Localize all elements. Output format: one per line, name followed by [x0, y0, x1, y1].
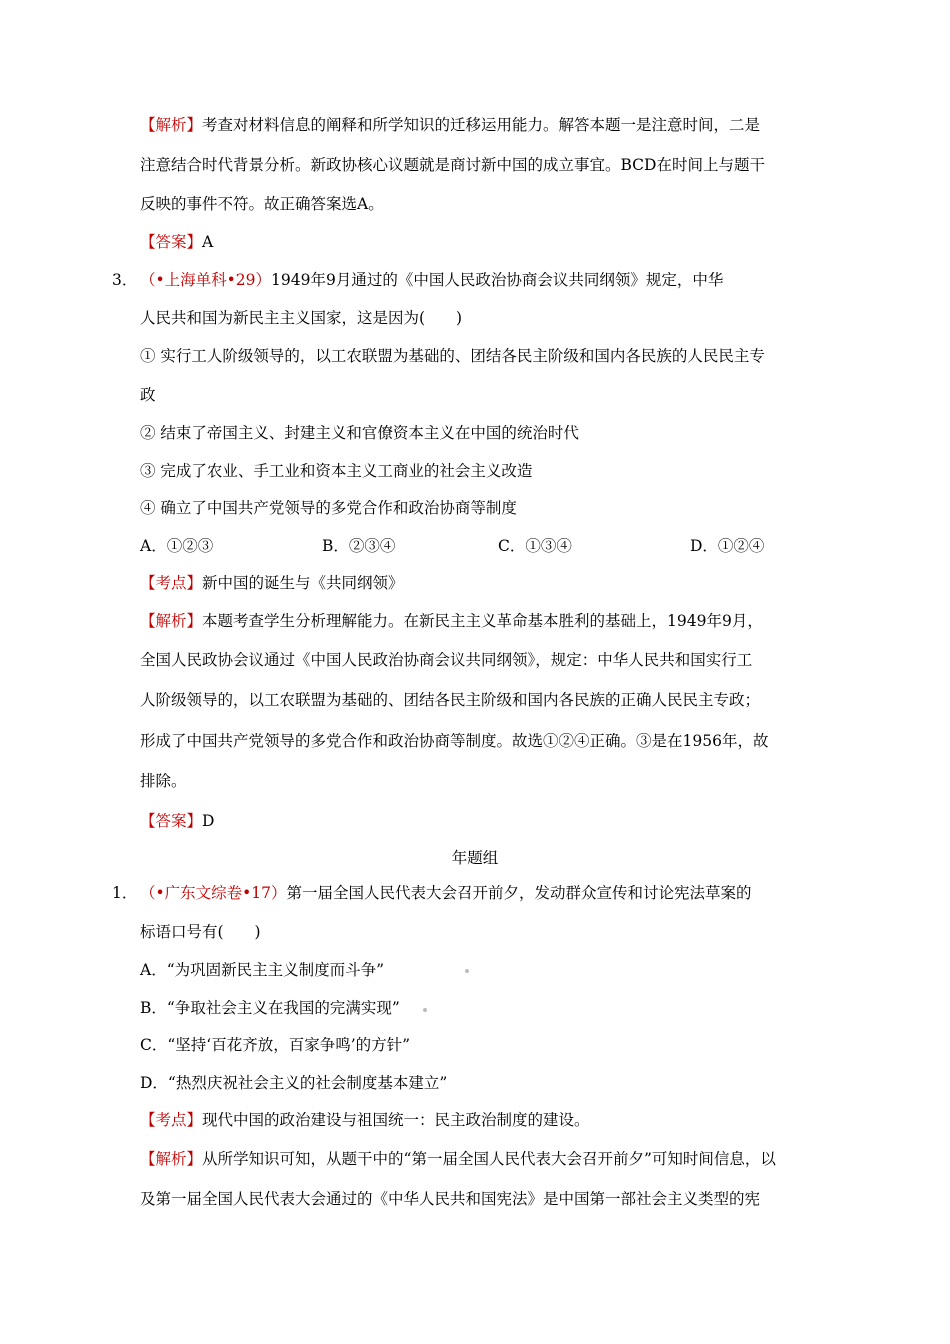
statement-1: ① 实行工人阶级领导的，以工农联盟为基础的、团结各民主阶级和国内各民族的人民民主专	[140, 347, 765, 365]
answer-line: 【答案】A	[140, 233, 214, 251]
statement-1-cont: 政	[140, 386, 156, 404]
analysis-line: 人阶级领导的，以工农联盟为基础的、团结各民主阶级和国内各民族的正确人民民主专政；	[140, 691, 761, 709]
answer-label: 【答案】	[140, 812, 203, 830]
question-stem: 人民共和国为新民主主义国家，这是因为( )	[140, 309, 463, 327]
option-b: B．“争取社会主义在我国的完满实现”	[140, 999, 400, 1017]
analysis-line: 排除。	[140, 772, 187, 790]
option-d: D．“热烈庆祝社会主义的社会制度基本建立”	[140, 1074, 448, 1092]
point-line: 【考点】现代中国的政治建设与祖国统一：民主政治制度的建设。	[140, 1111, 590, 1129]
question-stem: （•广东文综卷•17）第一届全国人民代表大会召开前夕，发动群众宣传和讨论宪法草案的	[140, 884, 752, 902]
analysis-line: 【解析】从所学知识可知，从题干中的“第一届全国人民代表大会召开前夕”可知时间信息，以	[140, 1150, 776, 1168]
statement-3: ③ 完成了农业、手工业和资本主义工商业的社会主义改造	[140, 462, 533, 480]
scan-speck	[423, 1008, 427, 1012]
analysis-line: 注意结合时代背景分析。新政协核心议题就是商讨新中国的成立事宜。BCD在时间上与题干	[140, 156, 765, 174]
analysis-line: 形成了中国共产党领导的多党合作和政治协商等制度。故选①②④正确。③是在1956年，故	[140, 732, 769, 750]
option-a: A．“为巩固新民主主义制度而斗争”	[140, 961, 385, 979]
option-c: C．“坚持‘百花齐放，百家争鸣’的方针”	[140, 1036, 411, 1054]
question-number: 3．	[112, 271, 138, 289]
question-number: 1．	[112, 884, 138, 902]
analysis-line: 及第一届全国人民代表大会通过的《中华人民共和国宪法》是中国第一部社会主义类型的宪	[140, 1190, 761, 1208]
option-b: B．②③④	[322, 537, 396, 555]
option-c: C．①③④	[498, 537, 572, 555]
question-stem: 标语口号有( )	[140, 923, 261, 941]
answer-label: 【答案】	[140, 233, 203, 251]
question-source: （•上海单科•29）	[140, 271, 272, 289]
analysis-line: 全国人民政协会议通过《中国人民政治协商会议共同纲领》，规定：中华人民共和国实行工	[140, 651, 753, 669]
scan-speck	[465, 969, 469, 973]
analysis-line: 【解析】考查对材料信息的阐释和所学知识的迁移运用能力。解答本题一是注意时间，二是	[140, 116, 761, 134]
question-stem: （•上海单科•29）1949年9月通过的《中国人民政治协商会议共同纲领》规定，中华	[140, 271, 724, 289]
point-line: 【考点】新中国的诞生与《共同纲领》	[140, 574, 404, 592]
answer-line: 【答案】D	[140, 812, 215, 830]
analysis-line: 反映的事件不符。故正确答案选A。	[140, 195, 384, 213]
analysis-line: 【解析】本题考查学生分析理解能力。在新民主主义革命基本胜利的基础上，1949年9月，	[140, 612, 763, 630]
statement-4: ④ 确立了中国共产党领导的多党合作和政治协商等制度	[140, 499, 517, 517]
point-label: 【考点】	[140, 574, 203, 592]
analysis-label: 【解析】	[140, 1150, 203, 1168]
option-d: D．①②④	[690, 537, 765, 555]
statement-2: ② 结束了帝国主义、封建主义和官僚资本主义在中国的统治时代	[140, 424, 579, 442]
question-source: （•广东文综卷•17）	[140, 884, 287, 902]
analysis-label: 【解析】	[140, 612, 203, 630]
analysis-label: 【解析】	[140, 116, 203, 134]
option-a: A．①②③	[140, 537, 214, 555]
point-label: 【考点】	[140, 1111, 203, 1129]
section-title: 年题组	[451, 849, 499, 867]
